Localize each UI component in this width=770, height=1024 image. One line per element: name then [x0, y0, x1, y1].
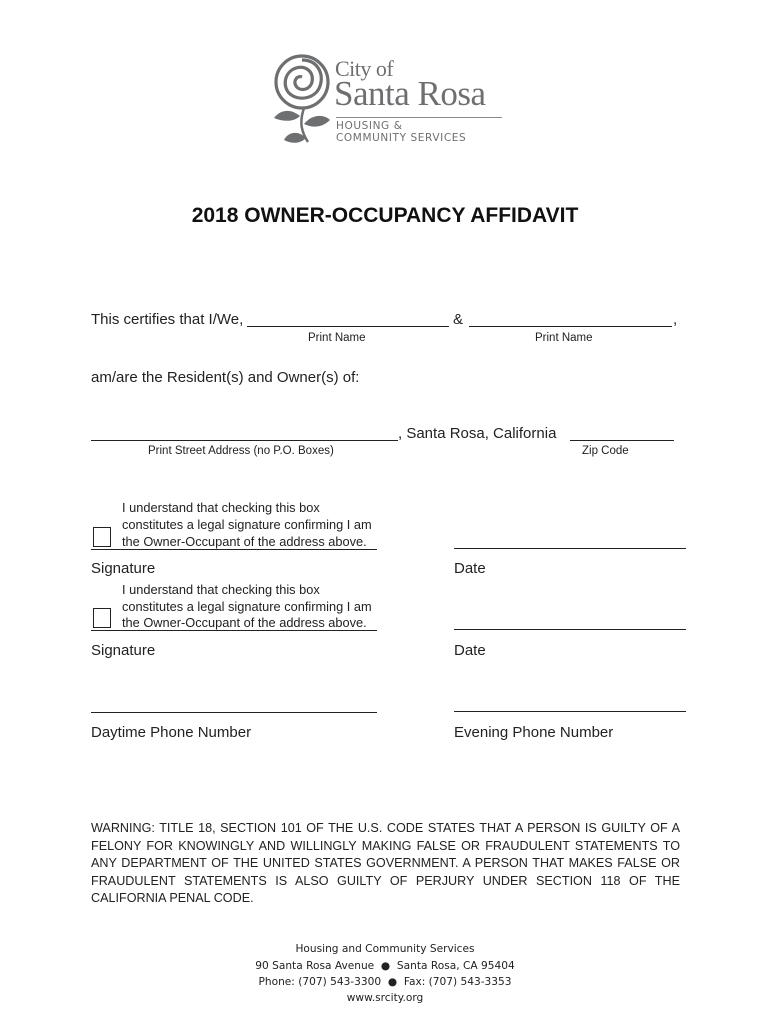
certify-comma: ,	[673, 311, 678, 328]
zip-code-label: Zip Code	[582, 445, 629, 457]
evening-phone-field[interactable]	[454, 711, 686, 712]
footer-phone: Phone: (707) 543-3300	[258, 976, 382, 988]
checkbox-1-text-line-1: I understand that checking this box	[122, 500, 320, 515]
date-1-field[interactable]	[454, 548, 686, 549]
footer-org: Housing and Community Services	[295, 943, 475, 955]
checkbox-2-text-line-3: the Owner-Occupant of the address above.	[122, 615, 367, 630]
footer-city: Santa Rosa, CA 95404	[396, 960, 515, 972]
footer-address	[0, 960, 770, 972]
signature-2-checkbox[interactable]	[93, 608, 111, 628]
warning-text: WARNING: TITLE 18, SECTION 101 OF THE U.S. CODE STATES THAT A PERSON IS GUILTY OF A FELONY FOR KNOWINGLY AND WILLINGLY MAKING FALSE OR FRAUDULENT STATEMENTS TO ANY DEPARTMENT OF THE UNITED STATES GOVERNMENT. A PERSON THAT MAKES FALSE OR FRAUDULENT STATEMENTS IS ALSO GUILTY OF PERJURY UNDER SECTION 118 OF THE CALIFORNIA PENAL CODE.	[91, 821, 680, 905]
bullet-icon: ●	[384, 976, 401, 988]
resident-owner-text: am/are the Resident(s) and Owner(s) of:	[91, 369, 360, 386]
signature-2-line	[91, 630, 377, 631]
signature-1-label: Signature	[91, 560, 156, 577]
footer-phone-fax	[0, 976, 770, 988]
signature-1-line	[91, 549, 377, 550]
daytime-phone-field[interactable]	[91, 712, 377, 713]
evening-phone-label: Evening Phone Number	[454, 724, 614, 741]
certify-prefix: This certifies that I/We,	[91, 311, 244, 328]
logo-santa-rosa: Santa Rosa	[334, 74, 486, 113]
checkbox-1-text-line-2: constitutes a legal signature confirming I am	[122, 517, 372, 532]
date-2-field[interactable]	[454, 629, 686, 630]
bullet-icon: ●	[377, 960, 394, 972]
street-address-label: Print Street Address (no P.O. Boxes)	[148, 445, 334, 457]
logo-community-services: COMMUNITY SERVICES	[336, 132, 467, 144]
print-name-1-field[interactable]	[247, 326, 449, 327]
page-title: 2018 OWNER-OCCUPANCY AFFIDAVIT	[191, 204, 579, 227]
zip-code-field[interactable]	[570, 440, 674, 441]
print-name-2-field[interactable]	[469, 326, 672, 327]
logo-housing: HOUSING &	[336, 120, 403, 132]
signature-1-checkbox[interactable]	[93, 527, 111, 547]
footer-street: 90 Santa Rosa Avenue	[255, 960, 375, 972]
checkbox-1-text-line-3: the Owner-Occupant of the address above.	[122, 534, 367, 549]
street-address-field[interactable]	[91, 440, 398, 441]
print-name-1-label: Print Name	[308, 332, 366, 344]
daytime-phone-label: Daytime Phone Number	[91, 724, 252, 741]
logo-city-of: City of	[335, 56, 394, 81]
date-1-label: Date	[454, 560, 486, 577]
footer-website[interactable]: www.srcity.org	[346, 992, 424, 1004]
city-state-text: , Santa Rosa, California	[398, 425, 557, 442]
ampersand: &	[453, 311, 464, 328]
date-2-label: Date	[454, 642, 486, 659]
signature-2-label: Signature	[91, 642, 156, 659]
checkbox-2-text-line-1: I understand that checking this box	[122, 582, 320, 597]
checkbox-2-text-line-2: constitutes a legal signature confirming I am	[122, 599, 372, 614]
print-name-2-label: Print Name	[535, 332, 593, 344]
footer-fax: Fax: (707) 543-3353	[403, 976, 512, 988]
logo-divider	[336, 117, 502, 118]
